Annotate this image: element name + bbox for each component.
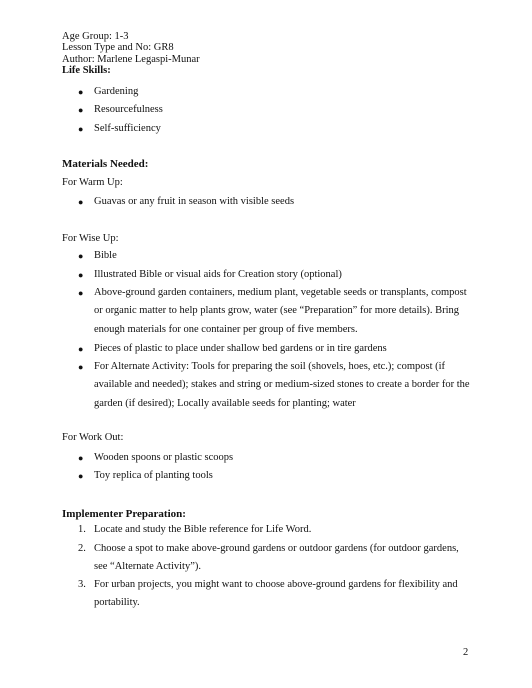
bullet-icon: ● — [78, 471, 84, 481]
list-number: 3. — [78, 579, 86, 590]
author-line: Author: Marlene Legaspi-Munar — [62, 53, 200, 65]
list-item: ● Guavas or any fruit in season with visible seeds — [78, 193, 474, 211]
age-group-line: Age Group: 1-3 — [62, 31, 129, 42]
work-out-label: For Work Out: — [62, 432, 124, 443]
list-item: ● For Alternate Activity: Tools for preparing the soil (shovels, hoes, etc.); compost (if available and needed); stakes and string or medium-sized stones to create a border for the garden (if desired); Locally available seeds for planting; water — [78, 358, 474, 413]
document-header — [62, 31, 200, 77]
bullet-icon: ● — [78, 87, 84, 97]
list-number: 1. — [78, 524, 86, 535]
bullet-icon: ● — [78, 105, 84, 115]
list-item: 3. For urban projects, you might want to choose above-ground gardens for flexibility and portability. — [78, 576, 474, 613]
list-item: ● Wooden spoons or plastic scoops — [78, 449, 474, 467]
list-item: 2. Choose a spot to make above-ground gardens or outdoor gardens (for outdoor gardens, see “Alternate Activity”). — [78, 540, 474, 577]
warm-up-label: For Warm Up: — [62, 177, 123, 188]
lesson-type-line: Lesson Type and No: GR8 — [62, 42, 174, 54]
life-skills-heading: Life Skills: — [62, 65, 111, 77]
list-item: ● Above-ground garden containers, medium plant, vegetable seeds or transplants, compost or organic matter to help plants grow, water (see “Preparation” for more details). Bring enough materials for one container per group of five members. — [78, 284, 474, 339]
list-item: ● Resourcefulness — [78, 101, 474, 119]
bullet-icon: ● — [78, 344, 84, 354]
bullet-icon: ● — [78, 362, 84, 372]
bullet-icon: ● — [78, 453, 84, 463]
bullet-icon: ● — [78, 251, 84, 261]
bullet-icon: ● — [78, 197, 84, 207]
list-item: ● Gardening — [78, 83, 474, 101]
materials-heading: Materials Needed: — [62, 158, 149, 170]
list-item: ● Self-sufficiency — [78, 120, 474, 138]
list-item: ● Toy replica of planting tools — [78, 467, 474, 485]
list-number: 2. — [78, 543, 86, 554]
list-item: 1. Locate and study the Bible reference for Life Word. — [78, 521, 474, 539]
list-item: ● Illustrated Bible or visual aids for Creation story (optional) — [78, 266, 474, 284]
list-item: ● Pieces of plastic to place under shallow bed gardens or in tire gardens — [78, 340, 474, 358]
bullet-icon: ● — [78, 124, 84, 134]
list-item: ● Bible — [78, 247, 474, 265]
page-number: 2 — [463, 647, 469, 658]
bullet-icon: ● — [78, 270, 84, 280]
preparation-heading: Implementer Preparation: — [62, 508, 186, 520]
bullet-icon: ● — [78, 288, 84, 298]
wise-up-label: For Wise Up: — [62, 233, 119, 244]
